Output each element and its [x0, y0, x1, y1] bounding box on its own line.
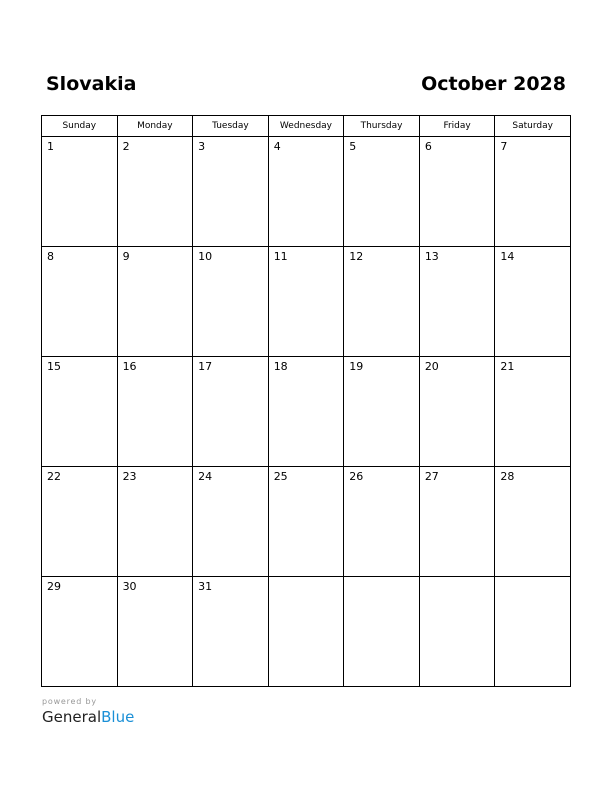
day-cell [495, 467, 571, 577]
day-number: 26 [349, 470, 364, 483]
footer-branding [42, 697, 134, 727]
day-number: 5 [349, 140, 357, 153]
calendar-header [46, 70, 566, 100]
day-cell [193, 357, 269, 467]
day-cell [117, 357, 193, 467]
brand-logo [42, 707, 134, 727]
weekday-thursday: Thursday [344, 116, 420, 137]
day-number: 21 [500, 360, 515, 373]
day-cell [344, 247, 420, 357]
powered-by-text: powered by [42, 697, 97, 706]
day-cell [344, 357, 420, 467]
day-cell [268, 357, 344, 467]
day-cell [419, 577, 495, 687]
day-number: 12 [349, 250, 364, 263]
day-number [420, 577, 495, 580]
day-cell [42, 247, 118, 357]
day-cell [419, 247, 495, 357]
day-number: 1 [47, 140, 54, 153]
weekday-saturday: Saturday [495, 116, 571, 137]
day-cell [419, 467, 495, 577]
day-cell [268, 467, 344, 577]
day-cell [268, 137, 344, 247]
month-year-title: October 2028 [421, 73, 566, 95]
day-cell [193, 137, 269, 247]
day-cell [42, 137, 118, 247]
day-cell [495, 357, 571, 467]
day-cell [42, 577, 118, 687]
day-number: 29 [47, 580, 61, 593]
day-cell [117, 247, 193, 357]
week-row [42, 467, 571, 577]
day-number: 22 [47, 470, 61, 483]
day-number: 15 [47, 360, 61, 373]
day-number: 6 [424, 140, 432, 153]
day-cell [193, 247, 269, 357]
day-number: 8 [47, 250, 54, 263]
day-number: 2 [122, 140, 130, 153]
week-row [42, 357, 571, 467]
week-row [42, 137, 571, 247]
day-cell [268, 577, 344, 687]
calendar-grid [41, 115, 571, 687]
day-number: 13 [424, 250, 439, 263]
day-cell [419, 357, 495, 467]
day-number: 10 [198, 250, 213, 263]
day-cell [193, 467, 269, 577]
weekday-monday: Monday [117, 116, 193, 137]
day-cell [193, 577, 269, 687]
week-row [42, 247, 571, 357]
day-number: 7 [500, 140, 508, 153]
country-title: Slovakia [46, 73, 137, 95]
day-number: 19 [349, 360, 364, 373]
day-number: 28 [500, 470, 515, 483]
day-number [495, 577, 570, 580]
day-cell [495, 247, 571, 357]
day-number: 23 [122, 470, 137, 483]
day-cell [268, 247, 344, 357]
day-number: 16 [122, 360, 137, 373]
day-cell [419, 137, 495, 247]
day-number: 27 [424, 470, 439, 483]
day-number [344, 577, 419, 580]
day-number: 18 [273, 360, 288, 373]
brand-blue-text: Blue [101, 708, 135, 726]
weekday-sunday: Sunday [42, 116, 118, 137]
day-number: 17 [198, 360, 213, 373]
day-number: 3 [198, 140, 206, 153]
day-cell [117, 467, 193, 577]
day-cell [495, 137, 571, 247]
day-number: 11 [273, 250, 288, 263]
brand-general-text: General [42, 708, 102, 726]
day-cell [117, 577, 193, 687]
day-number: 30 [122, 580, 137, 593]
weekday-friday: Friday [419, 116, 495, 137]
day-number: 20 [424, 360, 439, 373]
week-row [42, 577, 571, 687]
weekday-wednesday: Wednesday [268, 116, 344, 137]
weekday-tuesday: Tuesday [193, 116, 269, 137]
day-number [269, 577, 344, 580]
day-cell [117, 137, 193, 247]
day-cell [42, 467, 118, 577]
day-cell [495, 577, 571, 687]
day-number: 4 [273, 140, 281, 153]
day-number: 31 [198, 580, 213, 593]
day-number: 25 [273, 470, 288, 483]
day-cell [344, 467, 420, 577]
day-number: 24 [198, 470, 213, 483]
day-number: 9 [122, 250, 130, 263]
day-cell [344, 577, 420, 687]
weekday-header-row [42, 116, 571, 137]
day-number: 14 [500, 250, 515, 263]
day-cell [344, 137, 420, 247]
day-cell [42, 357, 118, 467]
